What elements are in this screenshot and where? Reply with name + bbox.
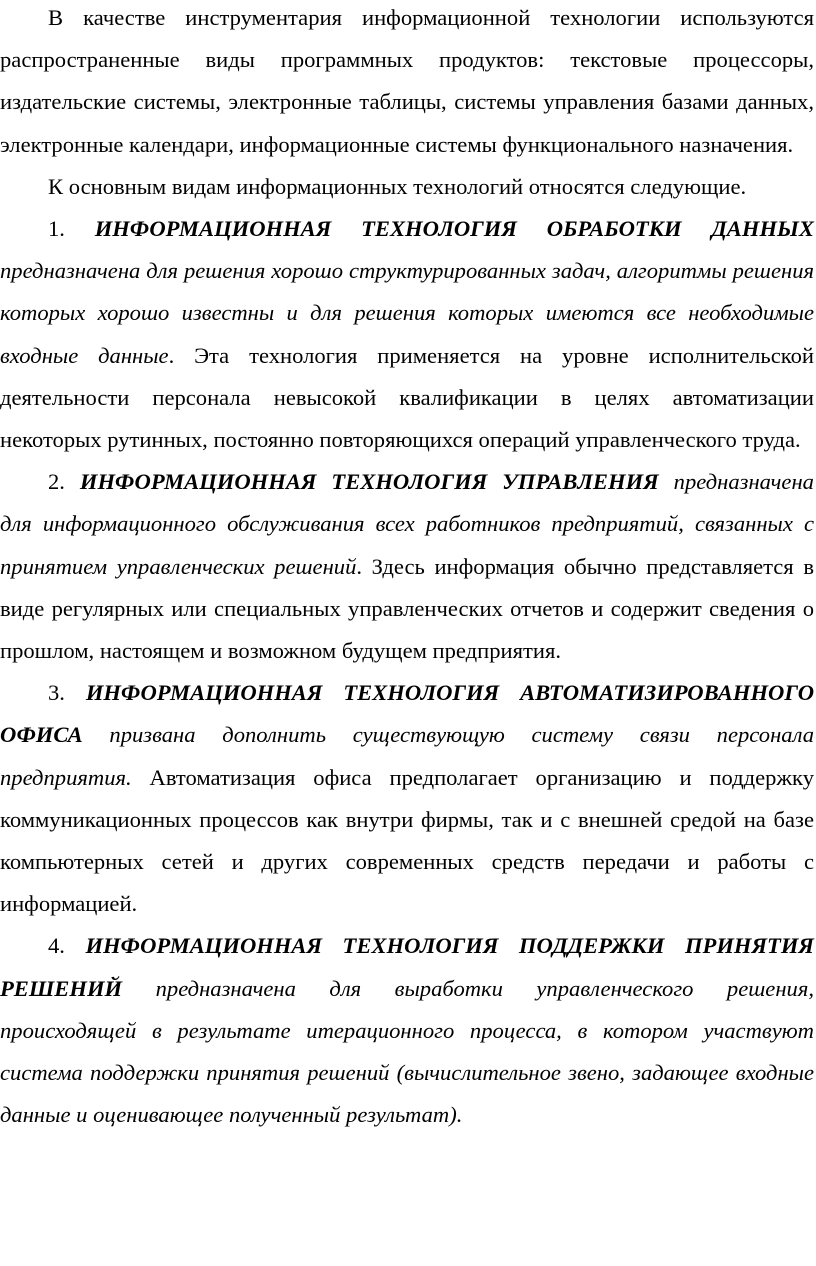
item-description: . Эта технология применяется на уровне исполнительской деятельности персонала невысокой квалификации в целях автоматизации некоторых рутинных, постоянно повторяющихся операций управленческого труда. [0, 342, 814, 453]
intro-text: В качестве инструментария информационной технологии используются распространенные виды программных продуктов: текстовые процессоры, издательские системы, электронные таблицы, системы управления базами данных, электронные календари, информационные системы функционального назначения. [0, 5, 814, 157]
item-number: 2. [48, 469, 65, 495]
item-description: . [456, 1102, 463, 1128]
item-term: ИНФОРМАЦИОННАЯ ТЕХНОЛОГИЯ ОБРАБОТКИ ДАННЫХ [94, 216, 814, 242]
intro-paragraph [0, 0, 814, 166]
item-description: Автоматизация офиса предполагает организацию и поддержку коммуникационных процессов как внутри фирмы, так и с внешней средой на базе компьютерных сетей и других современных средств передачи и работы с информацией. [0, 764, 814, 917]
list-item [0, 672, 814, 925]
list-item [0, 925, 814, 1136]
list-item [0, 208, 814, 461]
item-definition: предназначена для выработки управленческого решения, происходящей в результате итерационного процесса, в котором участвуют система поддержки принятия решений (вычислительное звено, задающее входные данные и оценивающее полученный результат) [0, 975, 814, 1128]
item-number: 4. [48, 933, 65, 959]
item-definition: предназначена для информационного обслуживания всех работников предприятий, связанных с принятием управленческих решений [0, 469, 814, 579]
item-number: 1. [48, 216, 65, 242]
list-item [0, 461, 814, 672]
item-description: . Здесь информация обычно представляется в виде регулярных или специальных управленческих отчетов и содержит сведения о прошлом, настоящем и возможном будущем предприятия. [0, 553, 814, 664]
lead-text: К основным видам информационных технологий относятся следующие. [48, 173, 747, 199]
item-term: ИНФОРМАЦИОННАЯ ТЕХНОЛОГИЯ ПОДДЕРЖКИ ПРИНЯТИЯ РЕШЕНИЙ [0, 933, 814, 1001]
item-term: ИНФОРМАЦИОННАЯ ТЕХНОЛОГИЯ УПРАВЛЕНИЯ [79, 469, 659, 495]
item-term: ИНФОРМАЦИОННАЯ ТЕХНОЛОГИЯ АВТОМАТИЗИРОВАННОГО ОФИСА [0, 680, 815, 748]
item-definition: призвана дополнить существующую систему связи персонала предприятия. [0, 722, 814, 790]
item-number: 3. [48, 680, 65, 706]
lead-paragraph [0, 166, 814, 208]
item-definition: предназначена для решения хорошо структурированных задач, алгоритмы решения которых хорошо известны и для решения которых имеются все необходимые входные данные [0, 258, 814, 368]
